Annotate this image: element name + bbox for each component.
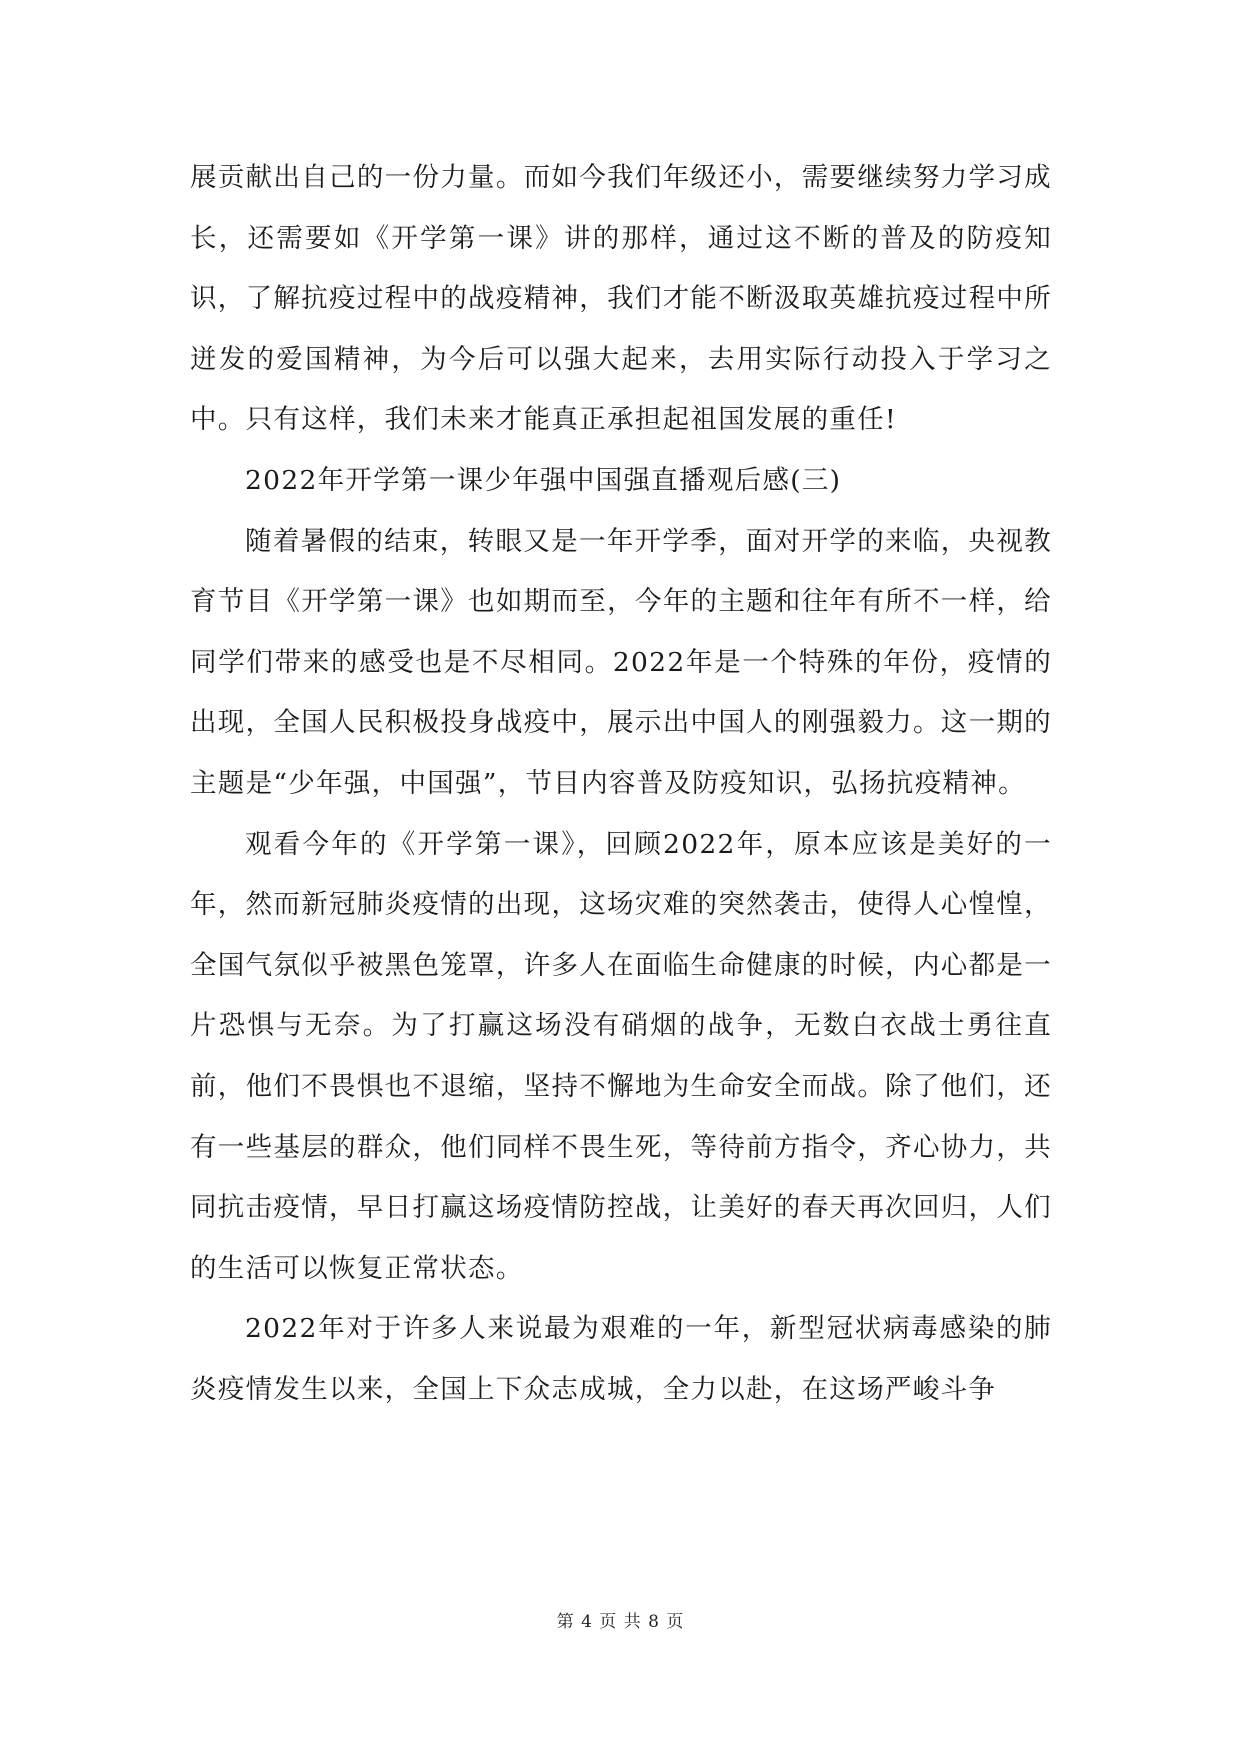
section-heading: 2022年开学第一课少年强中国强直播观后感(三) bbox=[245, 464, 842, 496]
paragraph: 2022年对于许多人来说最为艰难的一年，新型冠状病毒感染的肺炎疫情发生以来，全国上下众志成城，全力以赴，在这场严峻斗争 bbox=[190, 1313, 1052, 1405]
paragraph: 随着暑假的结束，转眼又是一年开学季，面对开学的来临，央视教育节目《开学第一课》也如期而至，今年的主题和往年有所不一样，给同学们带来的感受也是不尽相同。2022年是一个特殊的年份，疫情的出现，全国人民积极投身战疫中，展示出中国人的刚强毅力。这一期的主题是“少年强，中国强”，节目内容普及防疫知识，弘扬抗疫精神。 bbox=[190, 525, 1052, 799]
paragraph: 观看今年的《开学第一课》，回顾2022年，原本应该是美好的一年，然而新冠肺炎疫情的出现，这场灾难的突然袭击，使得人心惶惶，全国气氛似乎被黑色笼罩，许多人在面临生命健康的时候，内心都是一片恐惧与无奈。为了打赢这场没有硝烟的战争，无数白衣战士勇往直前，他们不畏惧也不退缩，坚持不懈地为生命安全而战。除了他们，还有一些基层的群众，他们同样不畏生死，等待前方指令，齐心协力，共同抗击疫情，早日打赢这场疫情防控战，让美好的春天再次回归，人们的生活可以恢复正常状态。 bbox=[190, 828, 1052, 1284]
paragraph-continuation: 展贡献出自己的一份力量。而如今我们年级还小，需要继续努力学习成长，还需要如《开学第一课》讲的那样，通过这不断的普及的防疫知识，了解抗疫过程中的战疫精神，我们才能不断汲取英雄抗疫过程中所迸发的爱国精神，为今后可以强大起来，去用实际行动投入于学习之中。只有这样，我们未来才能真正承担起祖国发展的重任! bbox=[190, 162, 1052, 436]
page-number-footer: 第 4 页 共 8 页 bbox=[556, 1612, 685, 1632]
document-body bbox=[190, 148, 1052, 1420]
